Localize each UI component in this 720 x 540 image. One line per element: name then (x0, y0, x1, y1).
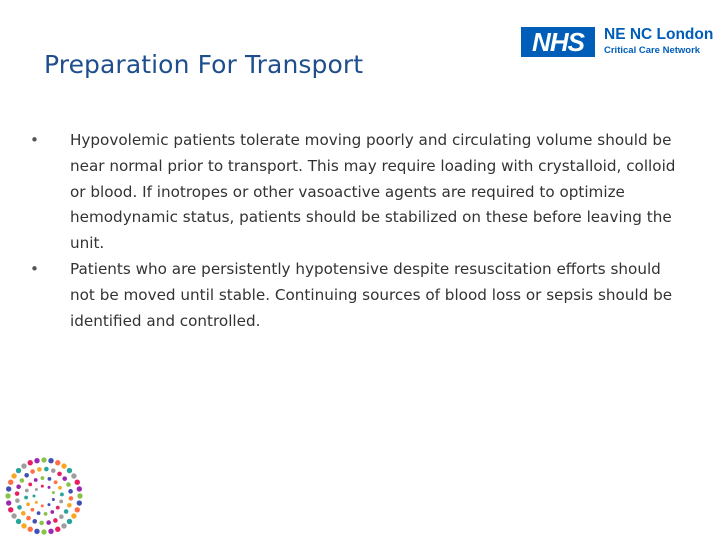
decor-dot (60, 493, 64, 497)
bullet-marker: • (30, 259, 39, 278)
decor-dot (35, 488, 38, 491)
bullet-text: Hypovolemic patients tolerate moving poorly and circulating volume should be near normal prior to transport. This may require loading with crystalloid, colloid or blood. If inotropes or other vasoactive agents are required to optimize hemodynamic status, patients should be stabilized on these before leaving the unit. (70, 131, 676, 253)
decor-dot (16, 519, 21, 524)
decor-dot (21, 463, 26, 468)
decor-dot (6, 486, 11, 491)
decor-dot (41, 529, 46, 534)
decor-dot (77, 493, 82, 498)
decor-dot (11, 473, 16, 478)
decor-dot (67, 503, 72, 508)
decor-dot (51, 468, 56, 473)
nhs-wordmark: NHS (521, 27, 595, 57)
decor-dot (11, 513, 16, 518)
decor-dot (55, 527, 60, 532)
decor-dot (39, 521, 44, 526)
decor-dot (64, 509, 69, 514)
decor-dot (47, 503, 50, 506)
decor-dot (37, 511, 41, 515)
decor-dot (35, 501, 38, 504)
decor-dot (59, 514, 64, 519)
decor-dot (30, 469, 35, 474)
decor-dot (54, 480, 58, 484)
decor-dot (16, 468, 21, 473)
decor-dot (48, 486, 51, 489)
dotted-circle-motif-icon (4, 452, 84, 537)
decor-dot (17, 505, 22, 510)
decor-dot (50, 510, 54, 514)
decor-dot (68, 489, 73, 494)
decor-dot (75, 507, 80, 512)
decor-dot (16, 484, 21, 489)
decor-dot (21, 511, 26, 516)
decor-dot (21, 523, 26, 528)
decor-dot (67, 519, 72, 524)
decor-dot (71, 473, 76, 478)
network-name: NE NC London (604, 26, 714, 43)
decor-dot (44, 467, 49, 472)
decor-dot (48, 477, 52, 481)
decor-dot (46, 520, 51, 525)
decor-dot (44, 512, 48, 516)
decor-dot (20, 478, 25, 483)
decor-dot (52, 498, 55, 501)
decor-dot (58, 486, 62, 490)
nhs-logo (521, 26, 714, 59)
decor-dot (75, 480, 80, 485)
decor-dot (15, 491, 20, 496)
decor-dot (53, 518, 58, 523)
decor-dot (48, 529, 53, 534)
decor-dot (32, 519, 37, 524)
decor-dot (24, 473, 29, 478)
decor-dot (28, 460, 33, 465)
decor-dot (6, 500, 11, 505)
decor-dot (66, 482, 71, 487)
decor-dot (41, 504, 44, 507)
network-subtitle: Critical Care Network (604, 45, 701, 56)
bullet-marker: • (30, 131, 39, 149)
decor-dot (33, 494, 36, 497)
bullet-item (30, 128, 680, 257)
decor-dot (61, 463, 66, 468)
decor-dot (28, 483, 32, 487)
decor-dot (55, 460, 60, 465)
decor-dot (67, 468, 72, 473)
decor-dot (59, 500, 63, 504)
decor-dot (57, 472, 62, 477)
decor-dot (62, 476, 67, 481)
decor-dot (41, 476, 45, 480)
decor-dot (26, 516, 31, 521)
decor-dot (8, 480, 13, 485)
decor-dot (34, 458, 39, 463)
decor-dot (28, 527, 33, 532)
decor-dot (34, 478, 38, 482)
decor-dot (41, 457, 46, 462)
decor-dot (24, 496, 28, 500)
decor-dot (15, 498, 20, 503)
bullet-list (30, 128, 680, 334)
decor-dot (71, 513, 76, 518)
bullet-text: Patients who are persistently hypotensive despite resuscitation efforts should not be moved until stable. Continuing sources of blood loss or sepsis should be identified and controlled. (70, 259, 673, 330)
decor-dot (26, 502, 30, 506)
decor-dot (8, 507, 13, 512)
decor-dot (56, 506, 60, 510)
bullet-item (30, 257, 680, 334)
decor-dot (31, 508, 35, 512)
decor-dot (69, 496, 74, 501)
decor-dot (5, 493, 10, 498)
decor-dot (77, 486, 82, 491)
decor-dot (77, 500, 82, 505)
decor-dot (61, 523, 66, 528)
decor-dot (41, 485, 44, 488)
decor-dot (48, 458, 53, 463)
page-title: Preparation For Transport (44, 50, 364, 79)
decor-dot (52, 491, 55, 494)
decor-dot (25, 489, 29, 493)
decor-dot (34, 529, 39, 534)
decor-dot (37, 467, 42, 472)
